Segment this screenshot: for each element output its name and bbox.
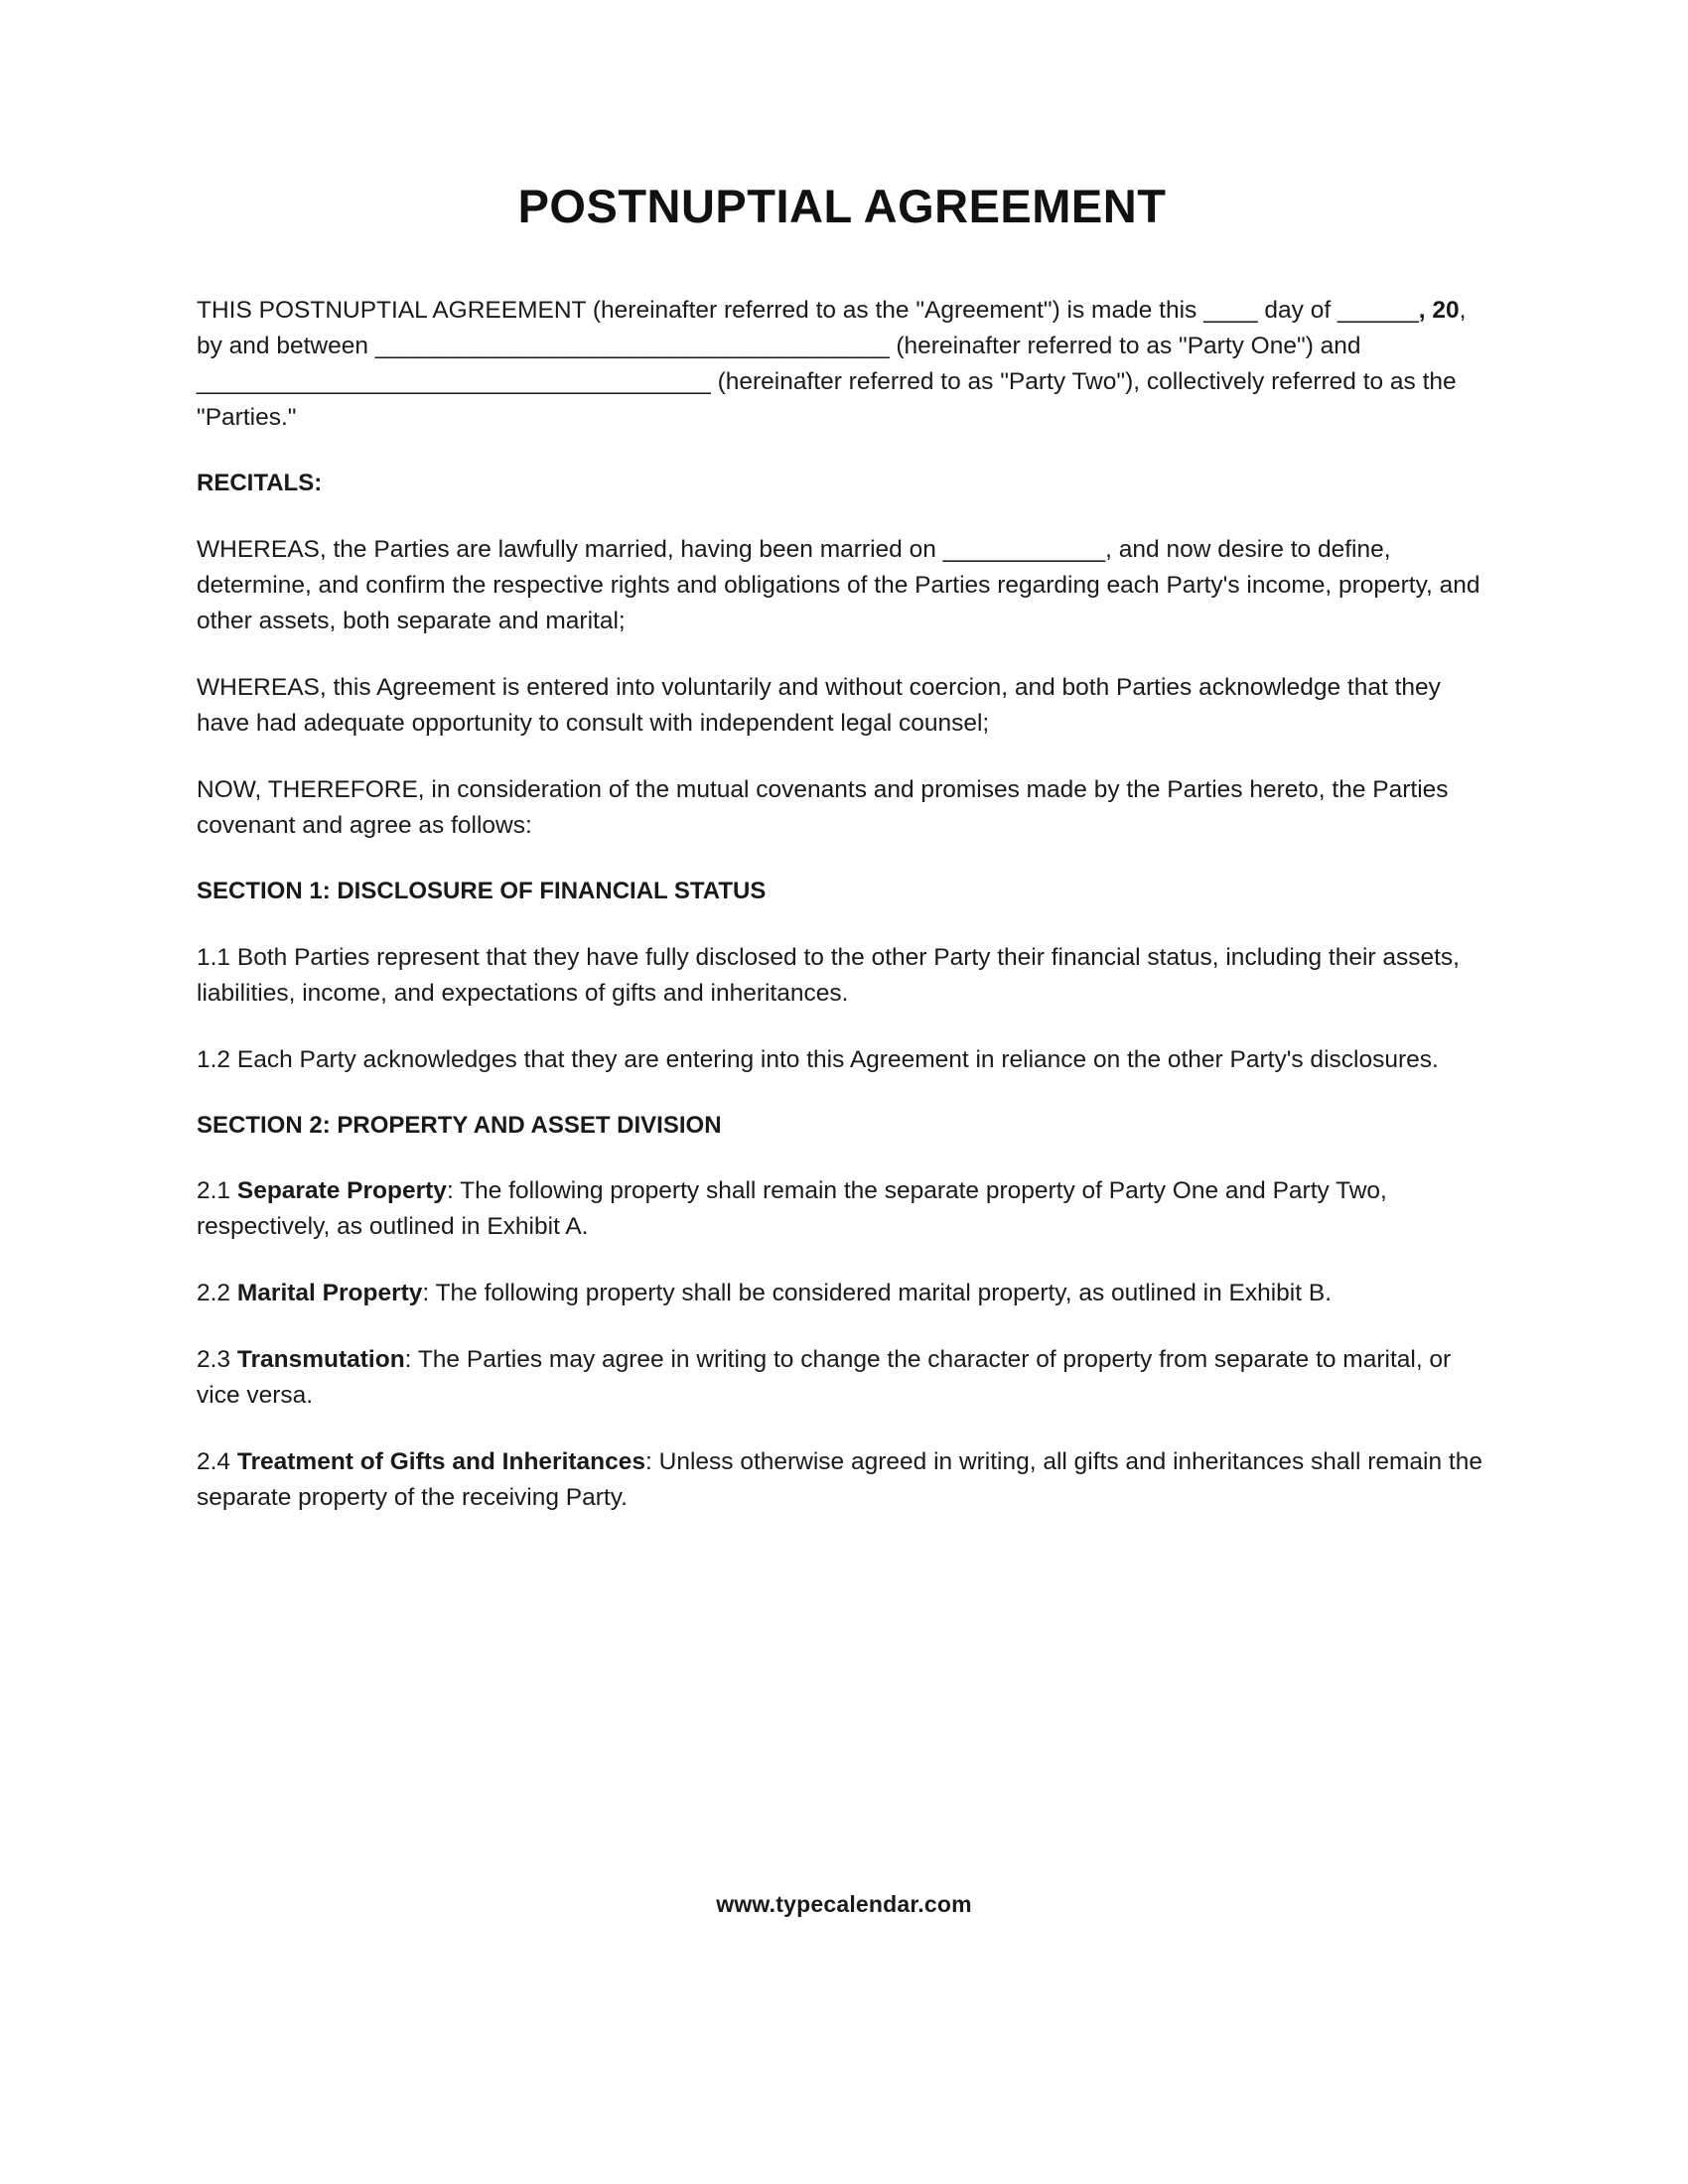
clause-2-1 [197,1173,1487,1245]
intro-part-1: THIS POSTNUPTIAL AGREEMENT (hereinafter referred to as the "Agreement") is made this ____ day of ______ [197,297,1419,324]
recital-3: NOW, THEREFORE, in consideration of the mutual covenants and promises made by the Parties hereto, the Parties covenant and agree as follows: [197,775,1449,839]
clause-1-2: 1.2 Each Party acknowledges that they are entering into this Agreement in reliance on the other Party's disclosures. [197,1045,1439,1073]
page-title: POSTNUPTIAL AGREEMENT [517,180,1167,232]
footer-website: www.typecalendar.com [716,1891,972,1917]
clause-2-4-text: : Unless otherwise agreed in writing, all gifts and inheritances shall remain the separate property of the receiving Party. [197,1448,1482,1512]
clause-2-4-number: 2.4 [197,1448,237,1476]
intro-paragraph [197,293,1487,436]
clause-2-2-text: : The following property shall be considered marital property, as outlined in Exhibit B. [422,1280,1333,1307]
clause-2-3-text: : The Parties may agree in writing to change the character of property from separate to marital, or vice versa. [197,1346,1452,1410]
clause-2-1-text: : The following property shall remain the separate property of Party One and Party Two, respectively, as outlined in Exhibit A. [197,1177,1387,1241]
intro-part-3: , by and between ______________________________________ (hereinafter referred to as "Party One") and ______________________________________ (hereinafter referred to as "Party Two"), collectively referred to as the "Parties." [197,297,1467,431]
section-2-heading: SECTION 2: PROPERTY AND ASSET DIVISION [197,1111,722,1139]
clause-1-1: 1.1 Both Parties represent that they have fully disclosed to the other Party their financial status, including their assets, liabilities, income, and expectations of gifts and inheritances. [197,943,1460,1007]
section-1-heading: SECTION 1: DISCLOSURE OF FINANCIAL STATUS [197,877,767,904]
recital-2: WHEREAS, this Agreement is entered into voluntarily and without coercion, and both Parties acknowledge that they have had adequate opportunity to consult with independent legal counsel; [197,673,1441,737]
document-body [197,179,1487,1547]
recital-1: WHEREAS, the Parties are lawfully married, having been married on ____________, and now desire to define, determine, and confirm the respective rights and obligations of the Parties regarding each Party's income, property, and other assets, both separate and marital; [197,535,1480,634]
clause-2-1-label: Separate Property [236,1177,447,1205]
clause-2-2-label: Marital Property [236,1280,423,1307]
clause-2-3-label: Transmutation [236,1346,405,1374]
intro-year: , 20 [1418,297,1460,324]
clause-2-1-number: 2.1 [197,1177,237,1205]
clause-2-2 [197,1276,1487,1311]
clause-2-3-number: 2.3 [197,1346,237,1374]
clause-2-2-number: 2.2 [197,1280,237,1307]
clause-2-4 [197,1444,1487,1516]
clause-2-4-label: Treatment of Gifts and Inheritances [236,1448,646,1476]
clause-2-3 [197,1342,1487,1414]
recitals-heading: RECITALS: [197,470,323,496]
